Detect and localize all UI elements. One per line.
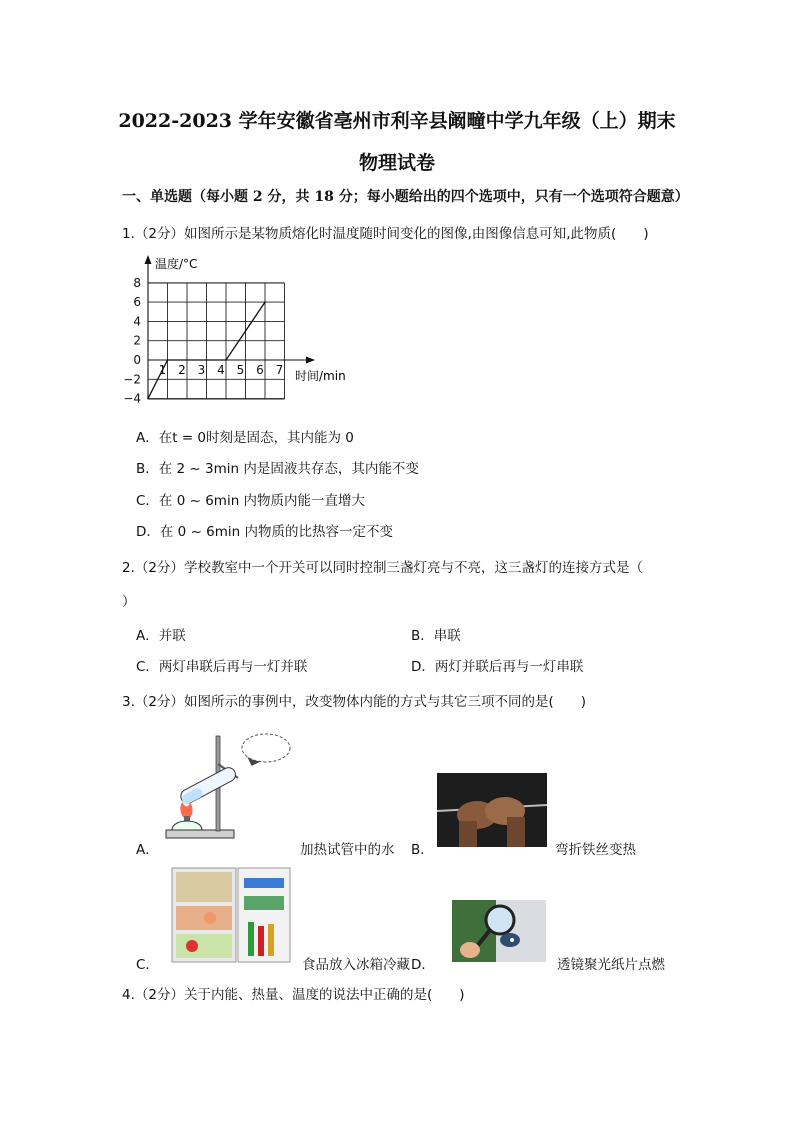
question-2-stem-cont: ）: [122, 594, 136, 610]
question-1-option-b: B．在 2 ~ 3min 内是固液共存态，其内能不变: [136, 461, 419, 477]
chart-x-tick-label: 4: [217, 363, 225, 377]
chart-data-point: [225, 359, 227, 361]
bending-wire-photo: [437, 773, 547, 847]
question-1-option-c: C．在 0 ~ 6min 内物质内能一直增大: [136, 493, 366, 509]
chart-y-tick-label: 8: [133, 275, 141, 290]
question-3-option-b-caption: 弯折铁丝变热: [555, 842, 636, 858]
question-3-option-a-caption: 加热试管中的水: [300, 842, 395, 858]
question-4-stem: 4.（2分）关于内能、热量、温度的说法中正确的是( ): [122, 987, 465, 1003]
question-2-option-b: B．串联: [411, 628, 461, 644]
chart-data-point: [167, 359, 169, 361]
chart-y-tick-label: −4: [123, 391, 141, 406]
chart-y-tick-labels: [123, 276, 141, 406]
question-3-option-b-letter: B．: [411, 842, 434, 858]
chart-data-point: [264, 301, 266, 303]
question-2-option-d: D．两灯并联后再与一灯串联: [411, 659, 584, 675]
paper-title-line2: 物理试卷: [358, 152, 435, 174]
paper-title-line1: 2022-2023 学年安徽省亳州市利辛县阚疃中学九年级（上）期末: [118, 110, 676, 132]
question-3-option-d-caption: 透镜聚光纸片点燃: [557, 957, 665, 973]
chart-y-tick-label: 6: [133, 295, 141, 310]
chart-y-axis-label: 温度/°C: [155, 257, 198, 271]
question-1-option-d: D．在 0 ~ 6min 内物质的比热容一定不变: [136, 524, 394, 540]
chart-x-tick-label: 2: [178, 363, 186, 377]
chart-y-tick-label: 4: [133, 314, 141, 329]
section-heading: 一、单选题（每小题 2 分，共 18 分；每小题给出的四个选项中，只有一个选项符合题意）: [122, 189, 689, 205]
refrigerator-photo: [168, 866, 294, 964]
chart-y-tick-label: 0: [133, 353, 141, 367]
question-2-option-c: C．两灯串联后再与一灯并联: [136, 659, 308, 675]
question-3-option-c-letter: C．: [136, 957, 159, 973]
chart-x-axis-label: 时间/min: [295, 369, 346, 383]
chart-y-axis-arrow: [145, 255, 152, 264]
test-tube-heating-illustration: [160, 730, 295, 845]
chart-x-axis-arrow: [306, 357, 315, 364]
chart-y-tick-label: −2: [123, 372, 141, 387]
question-2-stem: 2.（2分）学校教室中一个开关可以同时控制三盏灯亮与不亮，这三盏灯的连接方式是（: [122, 560, 643, 576]
chart-axes: [145, 255, 316, 399]
chart-x-tick-label: 6: [256, 363, 264, 377]
chart-grid: [148, 283, 285, 399]
question-1-stem: 1.（2分）如图所示是某物质熔化时温度随时间变化的图像,由图像信息可知,此物质( ): [122, 226, 649, 242]
chart-y-tick-label: 2: [133, 333, 141, 348]
chart-data-point: [147, 398, 149, 400]
chart-x-tick-label: 7: [275, 363, 284, 377]
question-3-option-a-letter: A．: [136, 842, 159, 858]
temperature-time-chart: [123, 252, 368, 412]
question-3-stem: 3.（2分）如图所示的事例中，改变物体内能的方式与其它三项不同的是( ): [122, 694, 587, 710]
question-1-option-a: A．在t = 0时刻是固态，其内能为 0: [136, 430, 354, 446]
question-2-option-a: A．并联: [136, 628, 186, 644]
chart-x-tick-label: 5: [236, 363, 245, 377]
chart-x-tick-label: 1: [158, 363, 167, 377]
chart-x-tick-label: 3: [197, 363, 206, 377]
question-3-option-d-letter: D．: [411, 957, 435, 973]
question-3-option-c-caption: 食品放入冰箱冷藏: [302, 957, 410, 973]
lens-focusing-photo: [452, 900, 546, 962]
